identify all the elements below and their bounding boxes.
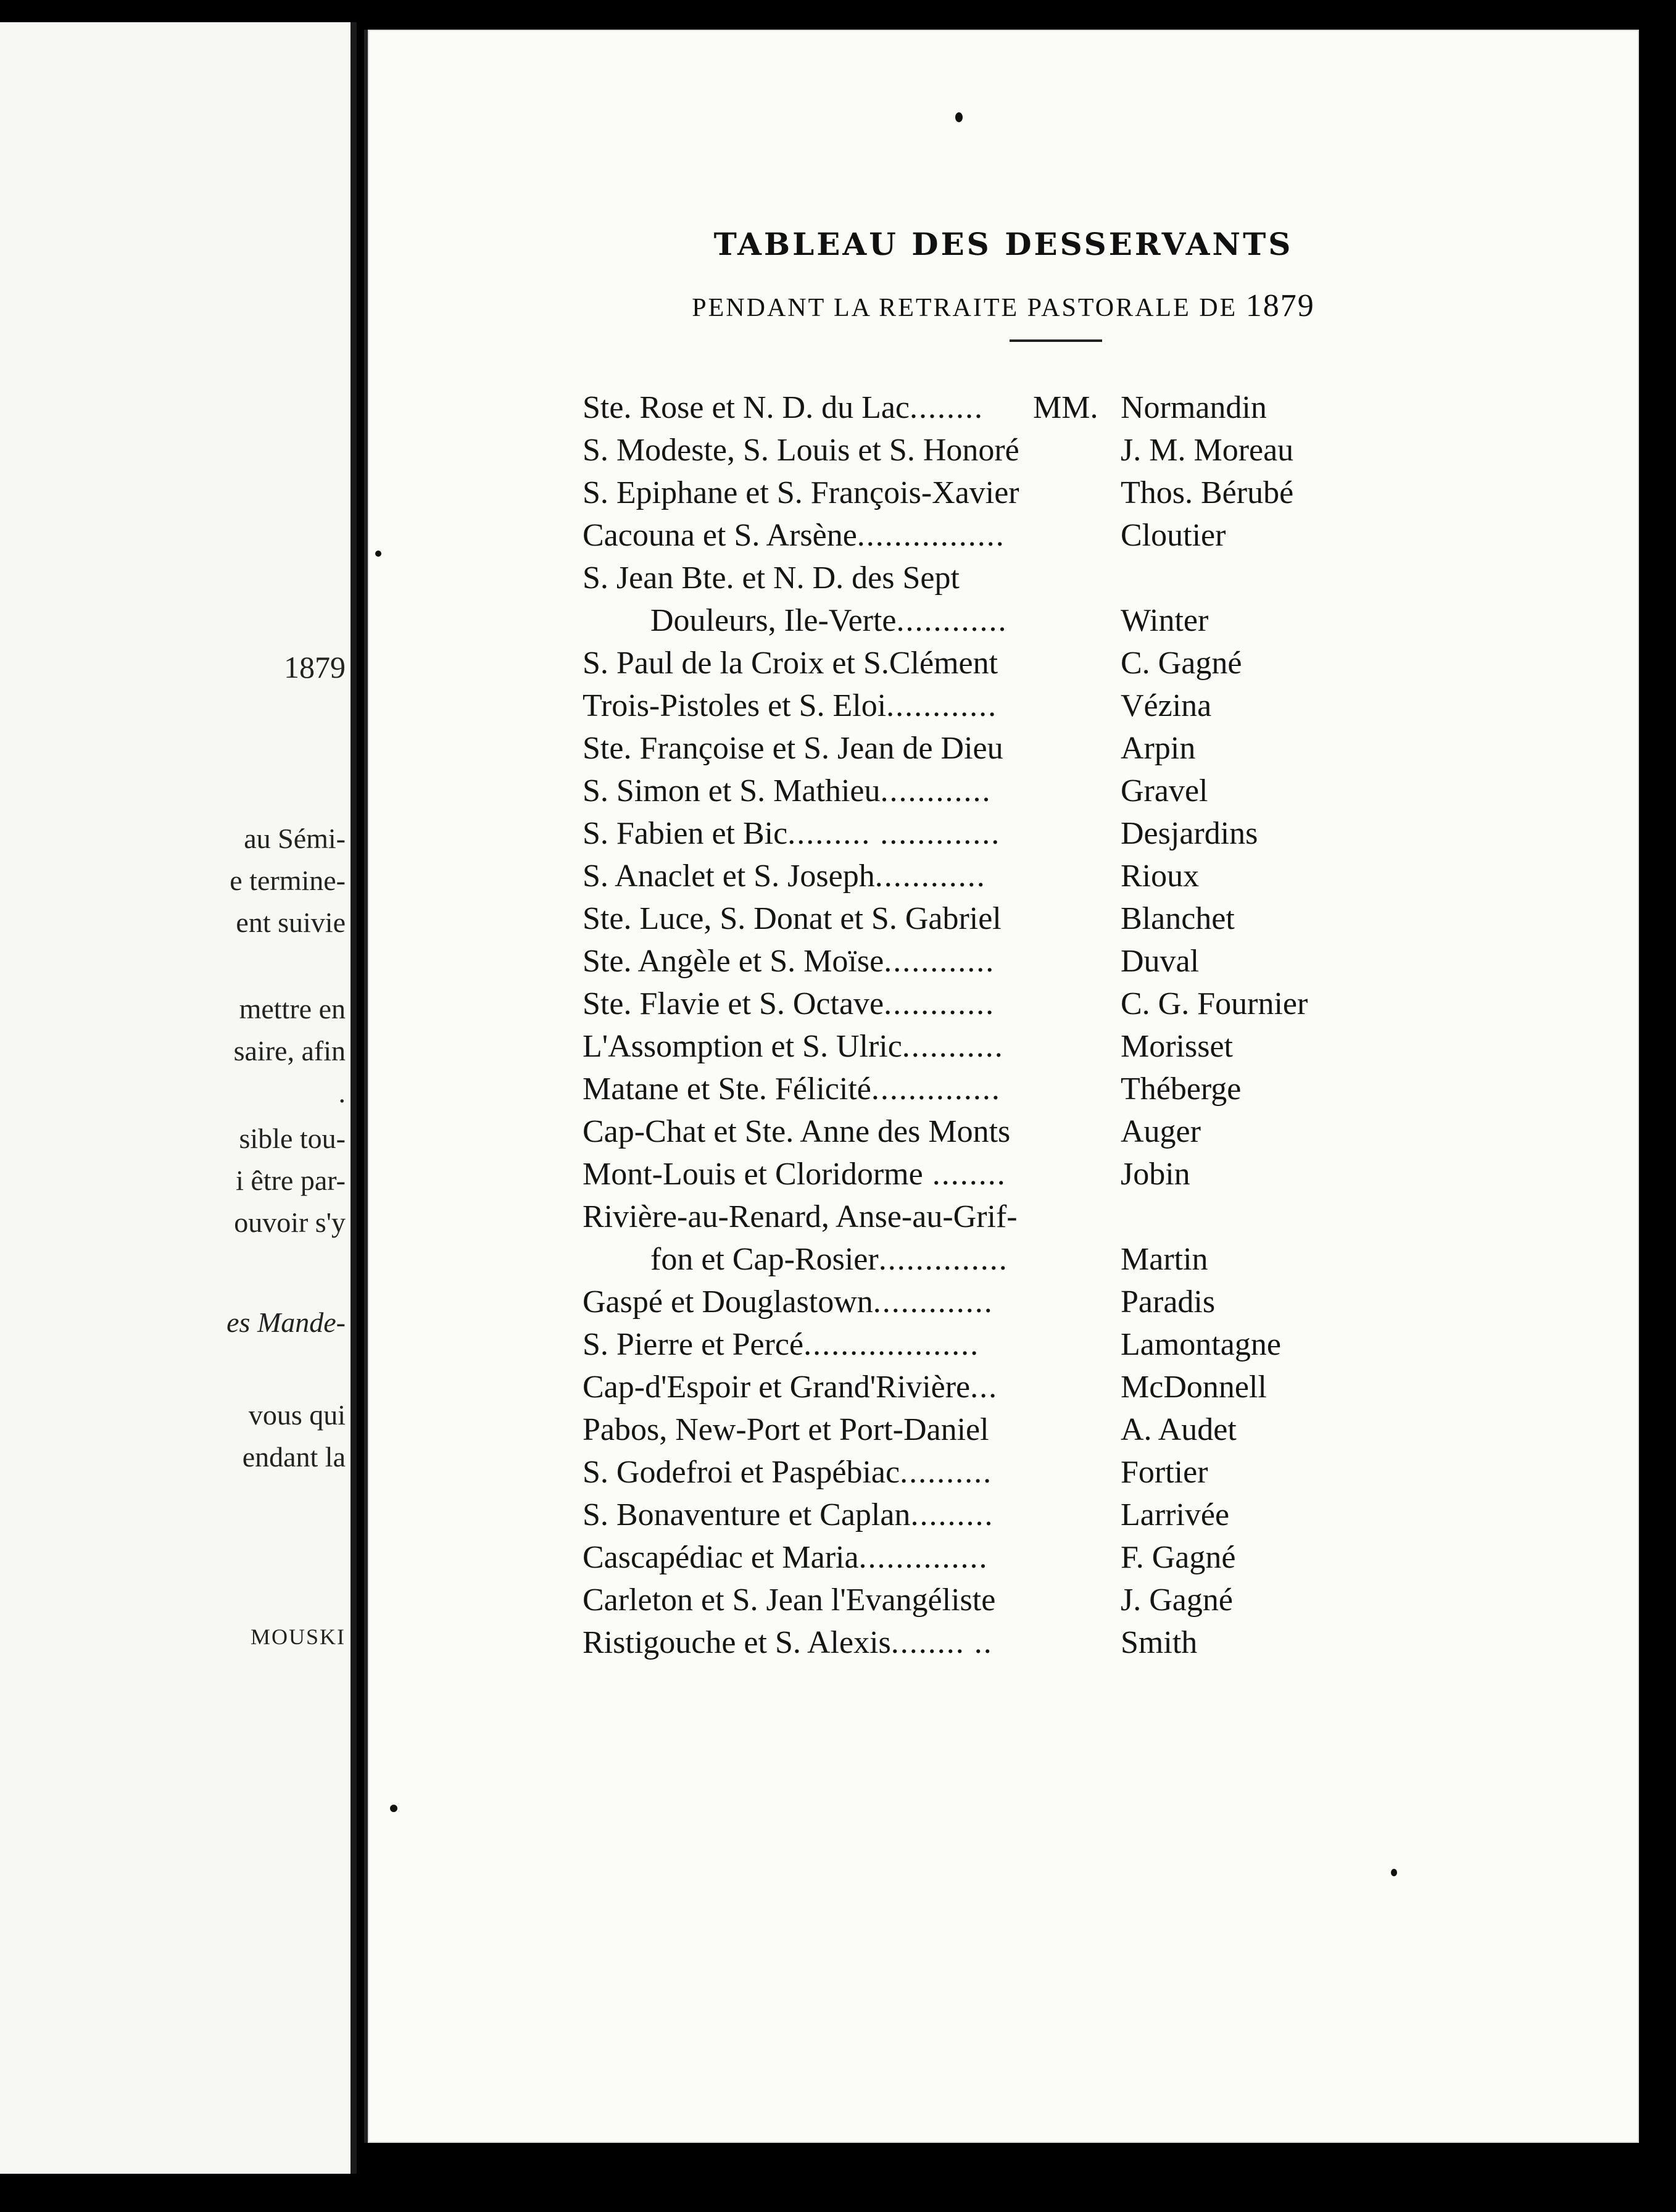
parish-text: Cascapédiac et Maria bbox=[583, 1540, 859, 1575]
priest-name: Normandin bbox=[1121, 390, 1267, 425]
parish-name bbox=[650, 1238, 1089, 1281]
left-text-fragment: . bbox=[338, 1077, 346, 1108]
table-row bbox=[583, 1110, 1570, 1153]
priest-name: Winter bbox=[1121, 603, 1209, 638]
left-page-fragment bbox=[0, 22, 357, 2174]
parish-text: Cap-d'Espoir et Grand'Rivière bbox=[583, 1370, 971, 1405]
parish-text: fon et Cap-Rosier bbox=[650, 1242, 879, 1277]
dot-leader: ............ bbox=[884, 986, 995, 1021]
scan-speck bbox=[955, 112, 963, 122]
priest-name: C. Gagné bbox=[1121, 646, 1242, 681]
table-row bbox=[583, 983, 1570, 1025]
dot-leader: ........ bbox=[923, 1157, 1006, 1192]
dot-leader: ............ bbox=[886, 688, 998, 723]
priest-name: Martin bbox=[1121, 1242, 1208, 1277]
parish-name bbox=[583, 940, 1089, 983]
table-row bbox=[583, 472, 1570, 514]
parish-text: S. Jean Bte. et N. D. des Sept bbox=[583, 560, 960, 596]
dot-leader: ........ bbox=[910, 390, 984, 425]
parish-text: S. Pierre et Percé bbox=[583, 1327, 804, 1362]
parish-text: Trois-Pistoles et S. Eloi bbox=[583, 688, 887, 723]
scan-speck bbox=[1391, 1869, 1397, 1876]
parish-name bbox=[583, 1579, 1089, 1621]
table-row bbox=[583, 514, 1570, 557]
parish-text: S. Godefroi et Paspébiac bbox=[583, 1455, 900, 1490]
priest-name: Blanchet bbox=[1121, 901, 1235, 936]
table-row bbox=[583, 386, 1570, 429]
left-text-fragment: i être par- bbox=[236, 1165, 346, 1196]
priest-name: McDonnell bbox=[1121, 1370, 1267, 1405]
table-row bbox=[583, 855, 1570, 897]
parish-text: S. Paul de la Croix et S.Clément bbox=[583, 646, 998, 681]
table-row bbox=[583, 599, 1570, 642]
parish-text: Ste. Françoise et S. Jean de Dieu bbox=[583, 731, 1003, 766]
dot-leader: ......... ............. bbox=[787, 816, 1001, 851]
table-row bbox=[583, 1408, 1570, 1451]
left-text-fragment: 1879 bbox=[284, 650, 346, 684]
dot-leader: ... bbox=[970, 1370, 998, 1405]
dot-leader: ............ bbox=[874, 859, 986, 894]
priest-name: Duval bbox=[1121, 944, 1200, 979]
table-row bbox=[583, 1238, 1570, 1281]
left-text-fragment: saire, afin bbox=[233, 1035, 346, 1066]
dot-leader: .............. bbox=[878, 1242, 1008, 1277]
priest-name: Arpin bbox=[1121, 731, 1196, 766]
scan-speck bbox=[390, 1805, 397, 1812]
parish-name bbox=[650, 599, 1089, 642]
priest-name: Desjardins bbox=[1121, 816, 1258, 851]
parish-text: Pabos, New-Port et Port-Daniel bbox=[583, 1412, 989, 1447]
table-row bbox=[583, 770, 1570, 812]
table-row bbox=[583, 1025, 1570, 1068]
dot-leader: ............. bbox=[873, 1284, 994, 1320]
table-row bbox=[583, 1579, 1570, 1621]
priest-name: C. G. Fournier bbox=[1121, 986, 1308, 1021]
parish-name bbox=[583, 855, 1089, 897]
parish-name bbox=[583, 770, 1089, 812]
priest-name: Morisset bbox=[1121, 1029, 1233, 1064]
priest-name: Lamontagne bbox=[1121, 1327, 1281, 1362]
page-subtitle bbox=[368, 288, 1639, 324]
priest-name: Jobin bbox=[1121, 1157, 1190, 1192]
table-row bbox=[583, 1323, 1570, 1366]
parish-text: Rivière-au-Renard, Anse-au-Grif- bbox=[583, 1199, 1018, 1234]
parish-name bbox=[583, 1068, 1089, 1110]
parish-name bbox=[583, 1408, 1089, 1451]
table-row bbox=[583, 642, 1570, 684]
priest-name: Fortier bbox=[1121, 1455, 1208, 1490]
table-row bbox=[583, 1494, 1570, 1536]
page-title: TABLEAU DES DESSERVANTS bbox=[713, 226, 1293, 262]
priest-name: A. Audet bbox=[1121, 1412, 1237, 1447]
priest-name: Cloutier bbox=[1121, 518, 1226, 553]
left-text-fragment: endant la bbox=[242, 1441, 346, 1473]
parish-name bbox=[583, 472, 1089, 514]
table-row bbox=[583, 1195, 1570, 1238]
right-page bbox=[364, 30, 1639, 2143]
priest-name: Smith bbox=[1121, 1625, 1198, 1660]
parish-name bbox=[583, 1281, 1089, 1323]
priest-name: J. M. Moreau bbox=[1121, 433, 1294, 468]
table-row bbox=[583, 1621, 1570, 1664]
parish-text: L'Assomption et S. Ulric bbox=[583, 1029, 902, 1064]
parish-text: Cap-Chat et Ste. Anne des Monts bbox=[583, 1114, 1011, 1149]
left-text-fragment: vous qui bbox=[248, 1399, 346, 1431]
parish-text: Ste. Luce, S. Donat et S. Gabriel bbox=[583, 901, 1002, 936]
left-text-fragment: mettre en bbox=[239, 993, 346, 1025]
left-text-fragment: sible tou- bbox=[239, 1123, 346, 1154]
parish-text: Matane et Ste. Félicité bbox=[583, 1071, 871, 1107]
priest-name: Paradis bbox=[1121, 1284, 1216, 1320]
parish-text: S. Anaclet et S. Joseph bbox=[583, 859, 875, 894]
scan-speck bbox=[375, 551, 381, 557]
table-row bbox=[583, 684, 1570, 727]
parish-name bbox=[583, 514, 1089, 557]
parish-name bbox=[583, 1536, 1089, 1579]
left-text-fragment: au Sémi- bbox=[244, 823, 346, 854]
parish-text: Mont-Louis et Cloridorme bbox=[583, 1157, 923, 1192]
table-row bbox=[583, 727, 1570, 770]
parish-name bbox=[583, 642, 1089, 684]
table-row bbox=[583, 812, 1570, 855]
table-row bbox=[583, 1451, 1570, 1494]
dot-leader: .......... bbox=[900, 1455, 993, 1490]
dot-leader: ............ bbox=[884, 944, 995, 979]
parish-name bbox=[583, 983, 1089, 1025]
parish-name bbox=[583, 557, 1089, 599]
left-text-fragment: e termine- bbox=[230, 865, 346, 896]
table-row bbox=[583, 1281, 1570, 1323]
priest-name: F. Gagné bbox=[1121, 1540, 1236, 1575]
left-text-fragment: es Mande- bbox=[226, 1307, 346, 1338]
parish-name bbox=[583, 727, 1089, 770]
priest-name: Rioux bbox=[1121, 859, 1200, 894]
dot-leader: ............ bbox=[880, 773, 992, 809]
parish-text: Carleton et S. Jean l'Evangéliste bbox=[583, 1582, 996, 1618]
honorific-prefix: MM. bbox=[1033, 390, 1098, 425]
parish-text: Cacouna et S. Arsène bbox=[583, 518, 857, 553]
parish-name bbox=[583, 1621, 1089, 1664]
priest-name: Auger bbox=[1121, 1114, 1201, 1149]
priest-name: J. Gagné bbox=[1121, 1582, 1233, 1618]
priest-name: Gravel bbox=[1121, 773, 1208, 809]
priest-name: Vézina bbox=[1121, 688, 1212, 723]
priest-name: Théberge bbox=[1121, 1071, 1242, 1107]
title-rule bbox=[1010, 339, 1102, 342]
parish-text: Ste. Flavie et S. Octave bbox=[583, 986, 884, 1021]
dot-leader: .............. bbox=[871, 1071, 1001, 1107]
dot-leader: ................ bbox=[857, 518, 1005, 553]
table-row bbox=[583, 429, 1570, 472]
parish-name bbox=[583, 1366, 1089, 1408]
parish-name bbox=[583, 1025, 1089, 1068]
parish-text: Gaspé et Douglastown bbox=[583, 1284, 873, 1320]
parish-text: S. Bonaventure et Caplan bbox=[583, 1497, 911, 1532]
table-row bbox=[583, 1536, 1570, 1579]
table-row bbox=[583, 897, 1570, 940]
parish-name bbox=[583, 812, 1089, 855]
parish-name bbox=[583, 1110, 1089, 1153]
priest-name: Larrivée bbox=[1121, 1497, 1230, 1532]
subtitle-text: PENDANT LA RETRAITE PASTORALE DE bbox=[692, 294, 1238, 322]
left-text-fragment: MOUSKI bbox=[250, 1624, 346, 1649]
parish-text: Ste. Angèle et S. Moïse bbox=[583, 944, 884, 979]
parish-text: S. Simon et S. Mathieu bbox=[583, 773, 881, 809]
left-text-fragment: ent suivie bbox=[236, 907, 346, 938]
parish-name bbox=[583, 1494, 1089, 1536]
table-row bbox=[583, 1068, 1570, 1110]
dot-leader: ................... bbox=[803, 1327, 980, 1362]
parish-name bbox=[583, 386, 1089, 429]
left-text-fragment: ouvoir s'y bbox=[234, 1207, 346, 1238]
desservants-table bbox=[583, 386, 1570, 1664]
parish-name bbox=[583, 1323, 1089, 1366]
subtitle-year: 1879 bbox=[1245, 288, 1315, 323]
parish-name bbox=[583, 1153, 1089, 1195]
parish-name bbox=[583, 897, 1089, 940]
table-row bbox=[583, 557, 1570, 599]
parish-text: Ste. Rose et N. D. du Lac bbox=[583, 390, 910, 425]
table-row bbox=[583, 940, 1570, 983]
dot-leader: ........ .. bbox=[890, 1625, 993, 1660]
parish-name bbox=[583, 684, 1089, 727]
parish-text: Ristigouche et S. Alexis bbox=[583, 1625, 891, 1660]
dot-leader: ............ bbox=[896, 603, 1008, 638]
priest-name: Thos. Bérubé bbox=[1121, 475, 1294, 510]
parish-text: S. Modeste, S. Louis et S. Honoré bbox=[583, 433, 1019, 468]
dot-leader: .............. bbox=[858, 1540, 989, 1575]
parish-name bbox=[583, 429, 1089, 472]
table-row bbox=[583, 1153, 1570, 1195]
dot-leader: ......... bbox=[910, 1497, 994, 1532]
parish-text: S. Fabien et Bic bbox=[583, 816, 788, 851]
table-row bbox=[583, 1366, 1570, 1408]
parish-name bbox=[583, 1195, 1089, 1238]
parish-name bbox=[583, 1451, 1089, 1494]
parish-text: S. Epiphane et S. François-Xavier bbox=[583, 475, 1019, 510]
dot-leader: ........... bbox=[902, 1029, 1004, 1064]
parish-text: Douleurs, Ile-Verte bbox=[650, 603, 897, 638]
